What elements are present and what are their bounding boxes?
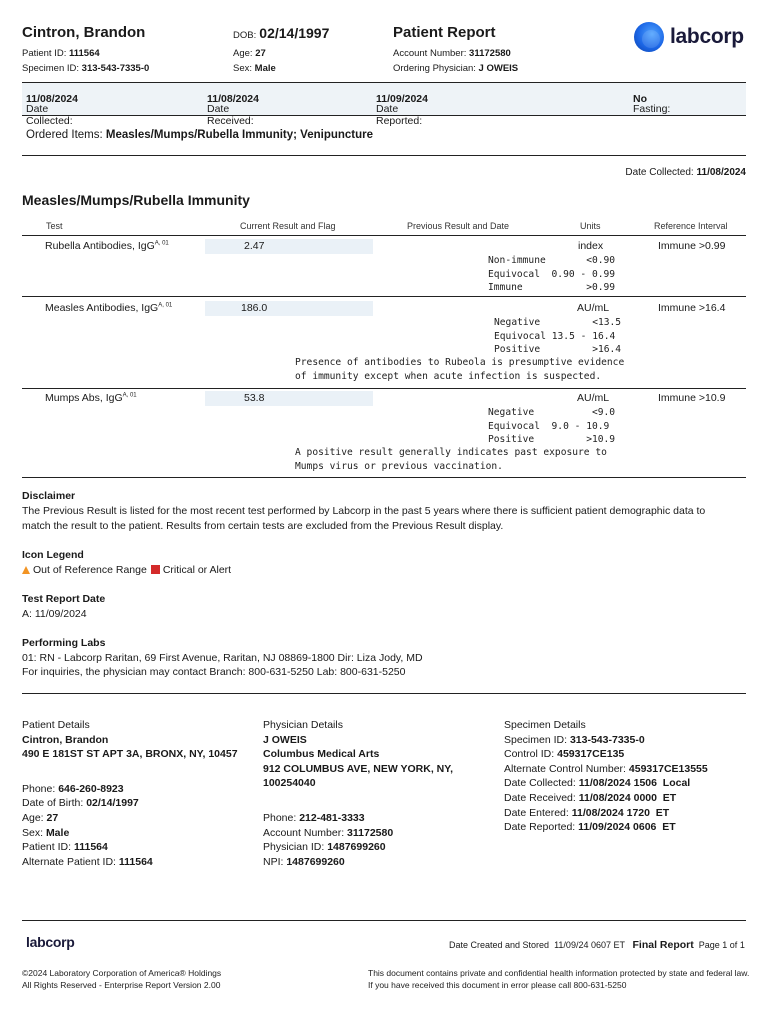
patient-details-title: Patient Details bbox=[22, 719, 90, 731]
icon-legend-title: Icon Legend bbox=[22, 549, 84, 561]
footer-divider bbox=[22, 920, 746, 921]
physician-phone: Phone: 212-481-3333 bbox=[263, 811, 365, 824]
patient-age: Age: 27 bbox=[22, 811, 59, 824]
table-row-test-name: Mumps Abs, IgG$^{A, 01}$ bbox=[45, 392, 137, 404]
logo-text: labcorp bbox=[670, 25, 744, 48]
ordering-physician-line: Ordering Physician: J OWEIS bbox=[393, 63, 519, 74]
reference-ranges: Negative <13.5 Equivocal 13.5 - 16.4 Positive >16.4 bbox=[494, 317, 622, 355]
patient-id: 111564 bbox=[69, 48, 100, 59]
specimen-id: Specimen ID: 313-543-7335-0 bbox=[504, 733, 645, 746]
physician-npi: NPI: 1487699260 bbox=[263, 855, 345, 868]
patient-name: Cintron, Brandon bbox=[22, 24, 146, 41]
units: index bbox=[578, 240, 604, 252]
warning-triangle-icon bbox=[22, 566, 30, 574]
confidentiality-notice: This document contains private and confidential health information protected by state and federal law. If you have received this document in error please call 800-631-5250 bbox=[368, 968, 750, 990]
row-divider bbox=[22, 388, 746, 389]
dob: 02/14/1997 bbox=[259, 25, 330, 41]
fasting: Fasting: No bbox=[633, 93, 671, 115]
test-report-date: A: 11/09/2024 bbox=[22, 608, 87, 620]
result-cell bbox=[205, 391, 373, 406]
col-reference: Reference Interval bbox=[654, 221, 728, 231]
col-units: Units bbox=[580, 221, 601, 231]
row-divider bbox=[22, 296, 746, 297]
result-value: 53.8 bbox=[244, 392, 265, 404]
footer-logo: labcorp bbox=[26, 934, 75, 950]
ordered-items: Ordered Items: Measles/Mumps/Rubella Immunity; Venipuncture bbox=[26, 129, 374, 141]
practice-name: Columbus Medical Arts bbox=[263, 748, 380, 761]
result-cell bbox=[205, 301, 373, 316]
reference-interval: Immune >16.4 bbox=[658, 302, 726, 314]
divider bbox=[22, 693, 746, 694]
physician-details-title: Physician Details bbox=[263, 719, 343, 731]
specimen-date-reported: Date Reported: 11/09/2024 0606 ET bbox=[504, 821, 676, 834]
section-title: Measles/Mumps/Rubella Immunity bbox=[22, 192, 250, 208]
alternate-patient-id: Alternate Patient ID: 111564 bbox=[22, 855, 153, 868]
physician-id: Physician ID: 1487699260 bbox=[263, 841, 386, 854]
labcorp-logo bbox=[634, 22, 744, 52]
report-title: Patient Report bbox=[393, 24, 496, 41]
specimen-id-line: Specimen ID: 313-543-7335-0 bbox=[22, 63, 150, 74]
performing-labs-line2: For inquiries, the physician may contact Branch: 800-631-5250 Lab: 800-631-5250 bbox=[22, 666, 406, 678]
age: 27 bbox=[255, 48, 266, 59]
patient-id-line: Patient ID: 111564 bbox=[22, 48, 100, 59]
col-current: Current Result and Flag bbox=[240, 221, 336, 231]
icon-legend: Out of Reference Range Critical or Alert bbox=[22, 563, 231, 578]
physician-details bbox=[263, 718, 493, 869]
test-report-date-title: Test Report Date bbox=[22, 593, 106, 605]
patient-details bbox=[22, 718, 252, 869]
specimen-details bbox=[504, 718, 746, 835]
col-test: Test bbox=[46, 221, 63, 231]
specimen-date-collected: Date Collected: 11/08/2024 1506 Local bbox=[504, 777, 691, 790]
date-collected: Date Collected: 11/08/2024 bbox=[26, 93, 78, 127]
units: AU/mL bbox=[577, 392, 610, 404]
performing-labs-line1: 01: RN - Labcorp Raritan, 69 First Avenue, Raritan, NJ 08869-1800 Dir: Liza Jody, MD bbox=[22, 652, 423, 664]
date-reported: Date Reported: 11/09/2024 bbox=[376, 93, 428, 127]
reference-interval: Immune >10.9 bbox=[658, 392, 726, 404]
account-line: Account Number: 31172580 bbox=[393, 48, 511, 59]
disclaimer-title: Disclaimer bbox=[22, 490, 76, 502]
specimen-date-received: Date Received: 11/08/2024 0000 ET bbox=[504, 791, 677, 804]
divider bbox=[22, 155, 746, 156]
result-comment: Presence of antibodies to Rubeola is presumptive evidence of immunity except when acute infection is suspected. bbox=[295, 357, 625, 382]
copyright: ©2024 Laboratory Corporation of America® Holdings All Rights Reserved - Enterprise Report Version 2.00 bbox=[22, 968, 222, 990]
result-comment: A positive result generally indicates past exposure to Mumps virus or previous vaccination. bbox=[295, 447, 607, 472]
patient-dob: Date of Birth: 02/14/1997 bbox=[22, 797, 139, 810]
page-number: Page 1 of 1 bbox=[698, 940, 745, 950]
control-id: Control ID: 459317CE135 bbox=[504, 748, 625, 761]
sex: Male bbox=[254, 63, 276, 74]
age-line: Age: 27 bbox=[233, 48, 266, 59]
patient-sex: Sex: Male bbox=[22, 826, 70, 839]
specimen-date-entered: Date Entered: 11/08/2024 1720 ET bbox=[504, 806, 670, 819]
reference-ranges: Non-immune <0.90 Equivocal 0.90 - 0.99 Immune >0.99 bbox=[488, 255, 616, 293]
table-header-divider bbox=[22, 235, 746, 236]
sex-line: Sex: Male bbox=[233, 63, 276, 74]
ordered-items-value: Measles/Mumps/Rubella Immunity; Venipuncture bbox=[105, 129, 374, 141]
patient-id: Patient ID: 111564 bbox=[22, 841, 108, 854]
units: AU/mL bbox=[577, 302, 610, 314]
alternate-control-number: Alternate Control Number: 459317CE13555 bbox=[504, 762, 708, 775]
account-number: 31172580 bbox=[469, 48, 511, 59]
physician-account: Account Number: 31172580 bbox=[263, 826, 394, 839]
ordering-physician: J OWEIS bbox=[478, 63, 519, 74]
result-value: 186.0 bbox=[241, 302, 268, 314]
table-bottom-divider bbox=[22, 477, 746, 478]
date-received: Date Received: 11/08/2024 bbox=[207, 93, 259, 127]
logo-mark-icon bbox=[634, 22, 664, 52]
dob-line: DOB: 02/14/1997 bbox=[233, 25, 330, 41]
reference-ranges: Negative <9.0 Equivocal 9.0 - 10.9 Positive >10.9 bbox=[488, 407, 616, 445]
section-date-collected: Date Collected: 11/08/2024 bbox=[625, 167, 746, 178]
reference-interval: Immune >0.99 bbox=[658, 240, 726, 252]
result-cell bbox=[205, 239, 373, 254]
performing-labs-title: Performing Labs bbox=[22, 637, 106, 649]
footer-created: Date Created and Stored 11/09/24 0607 ET Final Report Page 1 of 1 bbox=[449, 939, 745, 951]
patient-phone: Phone: 646-260-8923 bbox=[22, 782, 124, 795]
physician-address-line2: 100254040 bbox=[263, 777, 316, 790]
final-report-label: Final Report bbox=[632, 939, 694, 951]
result-value: 2.47 bbox=[244, 240, 265, 252]
disclaimer-text: The Previous Result is listed for the most recent test performed by Labcorp in the past 5 years where there is sufficient patient demographic data to match the result to the patient. Results from certain tests are excluded from the Previous Result display. bbox=[22, 505, 706, 532]
patient-name: Cintron, Brandon bbox=[22, 733, 109, 746]
physician-name: J OWEIS bbox=[263, 733, 307, 746]
critical-square-icon bbox=[151, 565, 160, 574]
dates-bar bbox=[22, 82, 746, 127]
physician-address-line1: 912 COLUMBUS AVE, NEW YORK, NY, bbox=[263, 762, 454, 775]
col-previous: Previous Result and Date bbox=[407, 221, 510, 231]
patient-address: 490 E 181ST ST APT 3A, BRONX, NY, 10457 bbox=[22, 748, 238, 761]
specimen-id: 313-543-7335-0 bbox=[81, 63, 150, 74]
table-row-test-name: Measles Antibodies, IgG$^{A, 01}$ bbox=[45, 302, 173, 314]
table-row-test-name: Rubella Antibodies, IgG$^{A, 01}$ bbox=[45, 240, 169, 252]
specimen-details-title: Specimen Details bbox=[504, 719, 586, 731]
